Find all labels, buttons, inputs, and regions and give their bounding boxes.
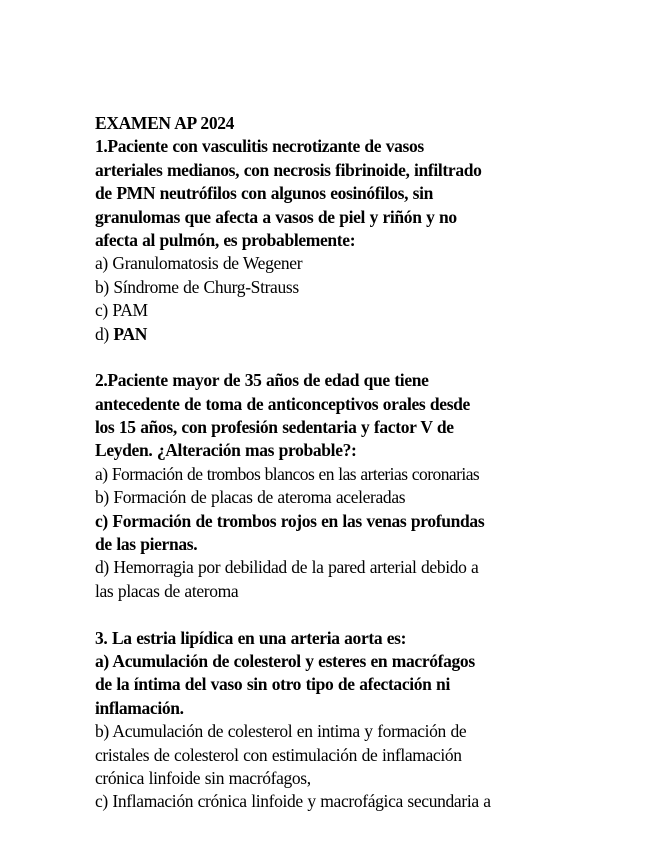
- question-stem-line: los 15 años, con profesión sedentaria y factor V de: [95, 417, 454, 438]
- answer-option-a: a) Acumulación de colesterol y esteres en macrófagos: [95, 650, 475, 671]
- question-stem-line: afecta al pulmón, es probablemente:: [95, 229, 356, 250]
- answer-option-d: d) Hemorragia por debilidad de la pared arterial debido a: [95, 557, 479, 578]
- answer-option-b: b) Síndrome de Churg-Strauss: [95, 276, 299, 297]
- answer-option-d-continuation: las placas de ateroma: [95, 580, 239, 601]
- answer-option-a: a) Granulomatosis de Wegener: [95, 253, 303, 274]
- question-stem-line: 1.Paciente con vasculitis necrotizante de vasos: [95, 136, 424, 157]
- answer-option-c: c) Formación de trombos rojos en las venas profundas: [95, 510, 485, 531]
- answer-option-c: c) Inflamación crónica linfoide y macrofágica secundaria a: [95, 791, 491, 812]
- question-stem-line: granulomas que afecta a vasos de piel y riñón y no: [95, 206, 457, 227]
- answer-option-b-continuation: cristales de colesterol con estimulación de inflamación: [95, 744, 462, 765]
- correct-answer-text: PAN: [113, 323, 148, 344]
- spacer: [95, 346, 585, 369]
- question-stem-line: 3. La estria lipídica en una arteria aorta es:: [95, 627, 407, 648]
- question-2: [95, 369, 585, 603]
- answer-option-d: [95, 323, 585, 346]
- question-stem-line: 2.Paciente mayor de 35 años de edad que tiene: [95, 370, 429, 391]
- answer-option-a: a) Formación de trombos blancos en las arterias coronarias: [95, 463, 480, 484]
- exam-document: [95, 112, 585, 814]
- question-stem-line: de PMN neutrófilos con algunos eosinófilos, sin: [95, 183, 434, 204]
- spacer: [95, 603, 585, 626]
- answer-option-c-continuation: de las piernas.: [95, 534, 198, 555]
- question-stem-line: arteriales medianos, con necrosis fibrinoide, infiltrado: [95, 159, 482, 180]
- question-1: [95, 135, 585, 346]
- answer-option-b-continuation: crónica linfoide sin macrófagos,: [95, 767, 311, 788]
- answer-option-b: b) Acumulación de colesterol en intima y formación de: [95, 721, 467, 742]
- answer-option-a-continuation: inflamación.: [95, 697, 184, 718]
- answer-option-a-continuation: de la íntima del vaso sin otro tipo de afectación ni: [95, 674, 450, 695]
- document-title: EXAMEN AP 2024: [95, 113, 235, 133]
- answer-option-c: c) PAM: [95, 300, 148, 321]
- answer-option-b: b) Formación de placas de ateroma aceleradas: [95, 487, 406, 508]
- question-stem-line: Leyden. ¿Alteración mas probable?:: [95, 440, 357, 461]
- option-prefix: d): [95, 323, 114, 344]
- question-3: [95, 627, 585, 814]
- question-stem-line: antecedente de toma de anticonceptivos orales desde: [95, 393, 470, 414]
